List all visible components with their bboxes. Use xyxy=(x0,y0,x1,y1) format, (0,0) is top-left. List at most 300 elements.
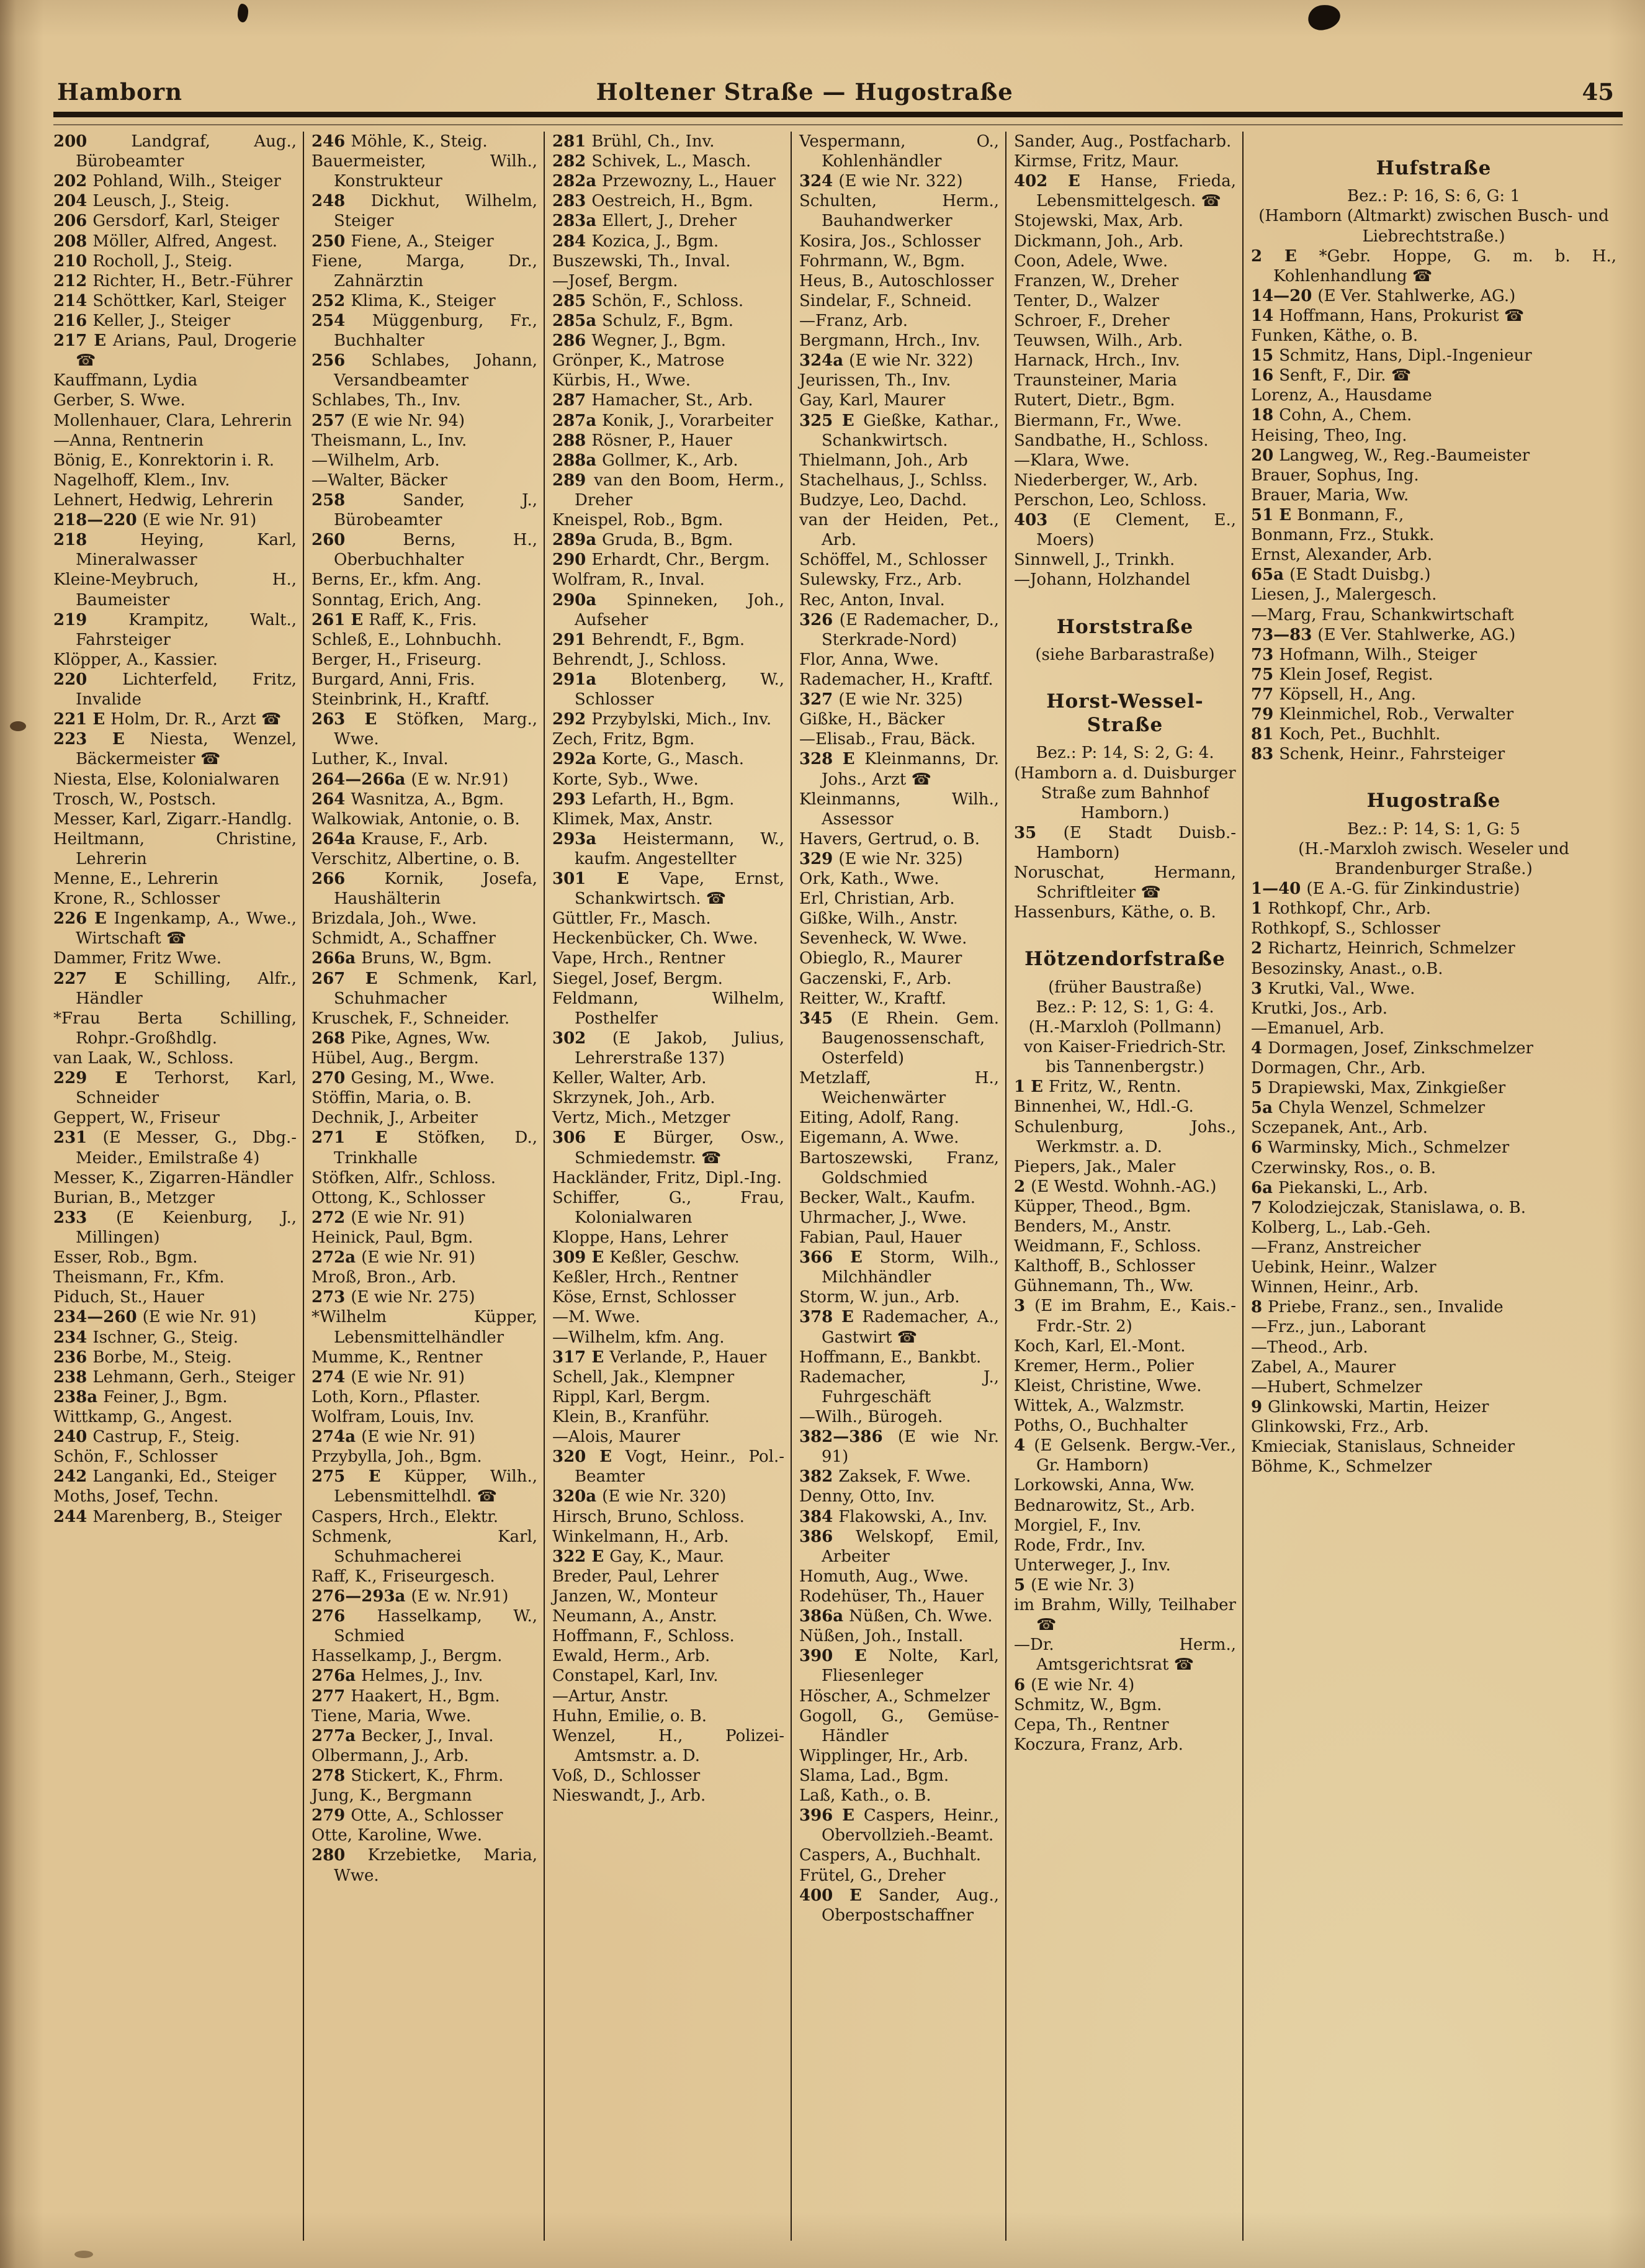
directory-entry: Walkowiak, Antonie, o. B. xyxy=(312,809,520,829)
directory-entry: 328 E Kleinmanns, Dr. Johs., Arzt ☎ xyxy=(799,750,999,789)
owner-marker: E xyxy=(842,750,865,769)
street-note: Bez.: P: 14, S: 1, G: 5 xyxy=(1347,819,1520,839)
house-number: 322 xyxy=(552,1547,592,1566)
house-number: 284 xyxy=(552,232,592,251)
directory-entry: Klöpper, A., Kassier. xyxy=(53,650,218,669)
directory-entry: Winnen, Heinr., Arb. xyxy=(1251,1278,1419,1297)
house-number: 378 xyxy=(799,1308,841,1327)
directory-entry: Rec, Anton, Inval. xyxy=(799,590,945,610)
house-number: 317 xyxy=(552,1348,592,1367)
house-number: 386 xyxy=(799,1527,856,1546)
directory-entry: Winkelmann, H., Arb. xyxy=(552,1527,729,1546)
house-number: 396 xyxy=(799,1806,843,1825)
directory-entry: 281 Brühl, Ch., Inv. xyxy=(552,132,715,151)
directory-entry: Neumann, A., Anstr. xyxy=(552,1607,717,1626)
directory-entry: 229 E Terhorst, Karl, Schneider xyxy=(53,1069,297,1108)
house-number: 35 xyxy=(1014,823,1064,842)
directory-entry: Wolfram, R., Inval. xyxy=(552,570,705,590)
street-heading: Hötzendorfstraße xyxy=(1024,948,1226,971)
directory-entry: 217 E Arians, Paul, Drogerie ☎ xyxy=(53,331,297,371)
directory-entry: Heiltmann, Christine, Lehrerin xyxy=(53,829,297,868)
directory-entry: Voß, D., Schlosser xyxy=(552,1766,701,1785)
house-number: 280 xyxy=(312,1846,368,1865)
directory-entry: 244 Marenberg, B., Steiger xyxy=(53,1507,282,1526)
directory-entry: 290 Erhardt, Chr., Bergm. xyxy=(552,551,770,570)
directory-entry: Schmitz, W., Bgm. xyxy=(1014,1695,1162,1714)
directory-entry: Lorenz, A., Hausdame xyxy=(1251,386,1432,405)
directory-entry: Siegel, Josef, Bergm. xyxy=(552,969,723,988)
directory-entry: 231 (E Messer, G., Dbg.-Meider., Emilstraße 4) xyxy=(53,1128,297,1168)
directory-entry: Keßler, Hrch., Rentner xyxy=(552,1268,738,1287)
directory-entry: —Franz, Arb. xyxy=(799,311,908,330)
house-number: 6a xyxy=(1251,1178,1278,1197)
directory-entry: Güttler, Fr., Masch. xyxy=(552,909,711,929)
directory-entry: Brauer, Sophus, Ing. xyxy=(1251,466,1419,485)
directory-entry: Kruschek, F., Schneider. xyxy=(312,1009,510,1028)
directory-entry: 6 Warminsky, Mich., Schmelzer xyxy=(1251,1138,1510,1158)
directory-entry: Sulewsky, Frz., Arb. xyxy=(799,570,962,590)
directory-entry: Küpper, Theod., Bgm. xyxy=(1014,1197,1191,1216)
house-number: 272 xyxy=(312,1208,351,1227)
directory-entry: 214 Schöttker, Karl, Steiger xyxy=(53,291,286,310)
directory-entry: 289a Gruda, B., Bgm. xyxy=(552,531,733,550)
house-number: 287 xyxy=(552,391,592,410)
house-number: 3 xyxy=(1014,1297,1035,1316)
directory-column xyxy=(1005,132,1242,2241)
house-number: 6 xyxy=(1251,1138,1268,1158)
directory-entry: 272 (E wie Nr. 91) xyxy=(312,1208,465,1227)
directory-entry: Schöffel, M., Schlosser xyxy=(799,551,987,570)
house-number: 270 xyxy=(312,1069,351,1088)
house-number: 5a xyxy=(1251,1099,1278,1118)
directory-entry: 282a Przewozny, L., Hauer xyxy=(552,172,776,191)
directory-entry: Becker, Walt., Kaufm. xyxy=(799,1188,976,1207)
directory-entry: 258 Sander, J., Bürobeamter xyxy=(312,490,538,530)
house-number: 329 xyxy=(799,849,839,868)
owner-marker: E xyxy=(114,969,154,988)
directory-entry: 327 (E wie Nr. 325) xyxy=(799,690,963,709)
directory-entry: —Franz, Anstreicher xyxy=(1251,1238,1421,1258)
directory-entry: 287 Hamacher, St., Arb. xyxy=(552,391,753,410)
directory-entry: Rothkopf, S., Schlosser xyxy=(1251,919,1440,938)
directory-entry: 322 E Gay, K., Maur. xyxy=(552,1547,725,1566)
directory-entry: Schlabes, Th., Inv. xyxy=(312,391,461,410)
directory-entry: Slama, Lad., Bgm. xyxy=(799,1766,949,1785)
directory-entry: Ottong, K., Schlosser xyxy=(312,1188,485,1207)
house-number: 83 xyxy=(1251,745,1280,764)
directory-entry: Buszewski, Th., Inval. xyxy=(552,251,731,271)
paper-speck-icon xyxy=(74,2251,93,2258)
directory-entry: Storm, W. jun., Arb. xyxy=(799,1288,960,1307)
page-header xyxy=(53,70,1623,108)
directory-entry: 3 Krutki, Val., Wwe. xyxy=(1251,979,1415,998)
house-number: 275 xyxy=(312,1467,369,1487)
directory-entry: Loth, Korn., Pflaster. xyxy=(312,1387,481,1406)
directory-entry: Morgiel, F., Inv. xyxy=(1014,1516,1142,1535)
directory-entry: Erl, Christian, Arb. xyxy=(799,889,955,909)
directory-entry: Rippl, Karl, Bergm. xyxy=(552,1387,710,1406)
street-note: (Hamborn (Altmarkt) zwischen Busch- und Liebrechtstraße.) xyxy=(1258,207,1609,246)
directory-entry: 212 Richter, H., Betr.-Führer xyxy=(53,271,293,290)
directory-entry: 14—20 (E Ver. Stahlwerke, AG.) xyxy=(1251,286,1516,305)
directory-entry: 236 Borbe, M., Steig. xyxy=(53,1348,232,1367)
house-number: 79 xyxy=(1251,705,1280,724)
directory-entry: 83 Schenk, Heinr., Fahrsteiger xyxy=(1251,745,1505,764)
directory-entry: Obieglo, R., Maurer xyxy=(799,949,962,968)
directory-entry: Geppert, W., Friseur xyxy=(53,1109,220,1128)
directory-entry: Mumme, K., Rentner xyxy=(312,1348,483,1367)
house-number: 260 xyxy=(312,531,403,550)
owner-marker: E xyxy=(375,1128,418,1148)
directory-entry: Kleist, Christine, Wwe. xyxy=(1014,1376,1202,1395)
directory-entry: Janzen, W., Monteur xyxy=(552,1586,718,1606)
house-number: 292 xyxy=(552,710,592,729)
house-number: 302 xyxy=(552,1028,612,1048)
house-number: 9 xyxy=(1251,1397,1268,1416)
house-number: 217 xyxy=(53,331,94,351)
directory-entry: Behrendt, J., Schloss. xyxy=(552,650,727,669)
house-number: 226 xyxy=(53,909,94,929)
owner-marker: E xyxy=(115,1069,155,1088)
directory-entry: 276 Hasselkamp, W., Schmied xyxy=(312,1607,537,1646)
directory-entry: Gißke, H., Bäcker xyxy=(799,710,945,729)
directory-entry: Theismann, L., Inv. xyxy=(312,431,467,450)
directory-entry: Dammer, Fritz Wwe. xyxy=(53,949,222,968)
directory-entry: 77 Köpsell, H., Ang. xyxy=(1251,685,1417,704)
directory-entry: Schleß, E., Lohnbuchh. xyxy=(312,630,502,649)
directory-entry: Lorkowski, Anna, Ww. xyxy=(1014,1476,1195,1495)
paper-speck-icon xyxy=(10,721,26,731)
directory-entry: Nieswandt, J., Arb. xyxy=(552,1786,706,1806)
directory-entry: Poths, O., Buchhalter xyxy=(1014,1416,1188,1436)
house-number: 291a xyxy=(552,670,631,689)
directory-entry: Mollenhauer, Clara, Lehrerin xyxy=(53,411,292,430)
directory-entry: Zech, Fritz, Bgm. xyxy=(552,730,695,749)
street-note: (H.-Marxloh (Pollmann) von Kaiser-Friedrich-Str. bis Tannenbergstr.) xyxy=(1023,1017,1227,1077)
directory-entry: 283 Oestreich, H., Bgm. xyxy=(552,192,753,211)
directory-entry: Franzen, W., Dreher xyxy=(1014,271,1179,290)
directory-entry: 4 Dormagen, Josef, Zinkschmelzer xyxy=(1251,1038,1533,1058)
directory-entry: *Wilhelm Küpper, Lebensmittelhändler xyxy=(312,1308,537,1347)
owner-marker: E xyxy=(842,1806,864,1825)
house-number: 328 xyxy=(799,750,843,769)
directory-entry: 400 E Sander, Aug., Oberpostschaffner xyxy=(799,1886,1000,1925)
directory-entry: Piepers, Jak., Maler xyxy=(1014,1157,1176,1176)
street-note: Bez.: P: 16, S: 6, G: 1 xyxy=(1347,187,1520,206)
directory-entry: 345 (E Rhein. Gem. Baugenossenschaft, Osterfeld) xyxy=(799,1009,1000,1068)
house-number: 309 xyxy=(552,1248,592,1267)
directory-entry: 293 Lefarth, H., Bgm. xyxy=(552,790,735,809)
house-number: 400 xyxy=(799,1886,849,1905)
house-number: 65a xyxy=(1251,565,1290,585)
directory-entry: 324 (E wie Nr. 322) xyxy=(799,172,963,191)
page-number: 45 xyxy=(1582,78,1614,106)
house-number: 261 xyxy=(312,610,351,629)
owner-marker: E xyxy=(368,1467,405,1487)
directory-entry: Fohrmann, W., Bgm. xyxy=(799,251,966,271)
house-number: 229 xyxy=(53,1069,115,1088)
directory-entry: Krutki, Jos., Arb. xyxy=(1251,999,1387,1018)
house-number: 293 xyxy=(552,790,592,809)
directory-entry: Vape, Hrch., Rentner xyxy=(552,949,725,968)
street-note: (siehe Barbarastraße) xyxy=(1035,645,1215,664)
house-number: 289a xyxy=(552,531,603,550)
directory-entry: van der Heiden, Pet., Arb. xyxy=(799,511,999,550)
directory-entry: Sander, Aug., Postfacharb. xyxy=(1014,132,1232,151)
directory-entry: 293a Heistermann, W., kaufm. Angestellter xyxy=(552,829,784,868)
directory-entry: Theismann, Fr., Kfm. xyxy=(53,1268,225,1287)
owner-marker: E xyxy=(1284,246,1319,266)
directory-entry: Teuwsen, Wilh., Arb. xyxy=(1014,331,1183,351)
directory-entry: 250 Fiene, A., Steiger xyxy=(312,232,494,251)
house-number: 208 xyxy=(53,232,93,251)
directory-columns xyxy=(53,132,1623,2241)
house-number: 1—40 xyxy=(1251,880,1307,899)
directory-entry: Havers, Gertrud, o. B. xyxy=(799,829,980,848)
house-number: 200 xyxy=(53,132,132,151)
owner-marker: E xyxy=(591,1547,610,1566)
street-note: Bez.: P: 12, S: 1, G: 4. xyxy=(1036,997,1214,1017)
directory-entry: Ewald, Herm., Arb. xyxy=(552,1647,710,1666)
house-number: 1 xyxy=(1251,899,1268,919)
directory-entry: 390 E Nolte, Karl, Fliesenleger xyxy=(799,1647,999,1686)
directory-entry: Sczepanek, Ant., Arb. xyxy=(1251,1118,1428,1138)
house-number: 281 xyxy=(552,132,592,151)
house-number: 20 xyxy=(1251,446,1280,465)
directory-entry: 264—266a (E w. Nr.91) xyxy=(312,770,509,789)
directory-entry: Bönig, E., Konrektorin i. R. xyxy=(53,451,275,470)
house-number: 216 xyxy=(53,311,93,330)
house-number: 282 xyxy=(552,152,592,171)
directory-entry: Jeurissen, Th., Inv. xyxy=(799,371,951,390)
directory-entry: 320a (E wie Nr. 320) xyxy=(552,1487,727,1506)
house-number: 283a xyxy=(552,212,603,231)
directory-entry: Köse, Ernst, Schlosser xyxy=(552,1288,736,1307)
house-number: 257 xyxy=(312,411,351,430)
house-number: 73—83 xyxy=(1251,625,1318,644)
directory-entry: Rutert, Dietr., Bgm. xyxy=(1014,391,1175,410)
house-number: 320 xyxy=(552,1447,600,1467)
directory-entry: Keller, Walter, Arb. xyxy=(552,1069,707,1088)
directory-entry: Hasselkamp, J., Bergm. xyxy=(312,1647,503,1666)
house-number: 272a xyxy=(312,1248,362,1267)
directory-entry: Sandbathe, H., Schloss. xyxy=(1014,431,1209,450)
directory-entry: —Walter, Bäcker xyxy=(312,470,447,490)
directory-entry: Heus, B., Autoschlosser xyxy=(799,271,994,290)
directory-entry: Uebink, Heinr., Walzer xyxy=(1251,1258,1437,1277)
directory-entry: Niederberger, W., Arb. xyxy=(1014,470,1198,490)
house-number: 277a xyxy=(312,1726,362,1745)
street-note: (H.-Marxloh zwisch. Weseler und Brandenburger Straße.) xyxy=(1298,839,1569,878)
directory-entry: 384 Flakowski, A., Inv. xyxy=(799,1507,988,1526)
directory-entry: Gogoll, G., Gemüse-Händler xyxy=(799,1706,999,1745)
directory-entry: 272a (E wie Nr. 91) xyxy=(312,1248,475,1267)
street-heading: Hugostraße xyxy=(1366,790,1501,812)
house-number: 252 xyxy=(312,291,351,310)
directory-entry: 252 Klima, K., Steiger xyxy=(312,291,496,310)
directory-entry: 51 E Bonmann, F., xyxy=(1251,506,1404,525)
house-number: 81 xyxy=(1251,725,1280,744)
directory-entry: 276—293a (E w. Nr.91) xyxy=(312,1586,509,1606)
directory-entry: 285 Schön, F., Schloss. xyxy=(552,291,744,310)
house-number: 2 xyxy=(1014,1177,1031,1196)
directory-entry: Caspers, Hrch., Elektr. xyxy=(312,1507,498,1526)
directory-entry: 263 E Stöfken, Marg., Wwe. xyxy=(312,710,537,749)
directory-entry: Sinnwell, J., Trinkh. xyxy=(1014,551,1175,570)
directory-entry: 1 Rothkopf, Chr., Arb. xyxy=(1251,899,1431,919)
house-number: 248 xyxy=(312,192,371,211)
house-number: 264 xyxy=(312,790,351,809)
directory-entry: van Laak, W., Schloss. xyxy=(53,1049,234,1068)
directory-entry: Schön, F., Schlosser xyxy=(53,1447,218,1467)
directory-entry: Bergmann, Hrch., Inv. xyxy=(799,331,980,351)
house-number: 288 xyxy=(552,431,592,450)
directory-entry: 324a (E wie Nr. 322) xyxy=(799,351,974,371)
directory-entry: 302 (E Jakob, Julius, Lehrerstraße 137) xyxy=(552,1028,785,1068)
house-number: 227 xyxy=(53,969,115,988)
directory-entry: 238 Lehmann, Gerh., Steiger xyxy=(53,1367,295,1387)
house-number: 250 xyxy=(312,232,351,251)
house-number: 285a xyxy=(552,311,603,330)
directory-entry: 202 Pohland, Wilh., Steiger xyxy=(53,172,281,191)
directory-entry: 268 Pike, Agnes, Ww. xyxy=(312,1028,491,1048)
directory-entry: 382 Zaksek, F. Wwe. xyxy=(799,1467,971,1487)
house-number: 306 xyxy=(552,1128,614,1148)
directory-entry: Czerwinsky, Ros., o. B. xyxy=(1251,1158,1437,1177)
directory-entry: Hübel, Aug., Bergm. xyxy=(312,1049,479,1068)
directory-entry: 264a Krause, F., Arb. xyxy=(312,829,488,848)
directory-entry: Cepa, Th., Rentner xyxy=(1014,1715,1169,1734)
directory-entry: 306 E Bürger, Osw., Schmiedemstr. ☎ xyxy=(552,1128,784,1168)
house-number: 276—293a xyxy=(312,1586,411,1606)
directory-entry: —Theod., Arb. xyxy=(1251,1338,1368,1357)
house-number: 221 xyxy=(53,710,93,729)
directory-entry: —Frz., jun., Laborant xyxy=(1251,1318,1426,1337)
directory-entry: Metzlaff, H., Weichenwärter xyxy=(799,1069,999,1108)
directory-entry: 276a Helmes, J., Inv. xyxy=(312,1667,483,1686)
house-number: 324 xyxy=(799,172,839,191)
house-number: 274 xyxy=(312,1367,351,1387)
directory-entry: 219 Krampitz, Walt., Fahrsteiger xyxy=(53,610,297,649)
directory-entry: 5 Drapiewski, Max, Zinkgießer xyxy=(1251,1079,1506,1098)
house-number: 285 xyxy=(552,291,592,310)
house-number: 2 xyxy=(1251,939,1268,958)
house-number: 210 xyxy=(53,251,93,271)
directory-entry: Koczura, Franz, Arb. xyxy=(1014,1735,1183,1754)
directory-entry: 75 Klein Josef, Regist. xyxy=(1251,665,1433,684)
directory-entry: Schell, Jak., Klempner xyxy=(552,1367,735,1387)
directory-entry: 233 (E Keienburg, J., Millingen) xyxy=(53,1208,297,1248)
house-number: 293a xyxy=(552,829,623,848)
directory-entry: Olbermann, J., Arb. xyxy=(312,1746,469,1765)
house-number: 289 xyxy=(552,470,594,490)
house-number: 233 xyxy=(53,1208,116,1227)
directory-entry: 216 Keller, J., Steiger xyxy=(53,311,231,330)
directory-entry: 73 Hofmann, Wilh., Steiger xyxy=(1251,645,1477,664)
directory-entry: 210 Rocholl, J., Steig. xyxy=(53,251,233,271)
directory-entry: 266a Bruns, W., Bgm. xyxy=(312,949,492,968)
directory-entry: Nagelhoff, Klem., Inv. xyxy=(53,470,230,490)
directory-entry: 266 Kornik, Josefa, Haushälterin xyxy=(312,870,537,909)
house-number: 266a xyxy=(312,949,362,968)
directory-entry: Tiene, Maria, Wwe. xyxy=(312,1706,472,1726)
house-number: 386a xyxy=(799,1607,849,1626)
house-number: 267 xyxy=(312,969,365,988)
directory-entry: Fabian, Paul, Hauer xyxy=(799,1228,962,1248)
owner-marker: E xyxy=(849,1886,879,1905)
directory-entry: Harnack, Hrch., Inv. xyxy=(1014,351,1180,371)
directory-entry: 261 E Raff, K., Fris. xyxy=(312,610,477,629)
directory-entry: 288 Rösner, P., Hauer xyxy=(552,431,732,450)
directory-entry: 386a Nüßen, Ch. Wwe. xyxy=(799,1607,993,1626)
directory-entry: Gerber, S. Wwe. xyxy=(53,391,186,410)
owner-marker: E xyxy=(613,1128,653,1148)
directory-entry: Trosch, W., Postsch. xyxy=(53,790,217,809)
directory-entry: Ernst, Alexander, Arb. xyxy=(1251,546,1433,565)
directory-entry: Piduch, St., Hauer xyxy=(53,1288,204,1307)
directory-entry: Jung, K., Bergmann xyxy=(312,1786,472,1806)
house-number: 301 xyxy=(552,870,617,889)
directory-entry: Heinick, Paul, Bgm. xyxy=(312,1228,473,1248)
directory-entry: 289 van den Boom, Herm., Dreher xyxy=(552,470,785,510)
house-number: 223 xyxy=(53,730,113,749)
house-number: 5 xyxy=(1251,1079,1268,1098)
house-number: 384 xyxy=(799,1507,839,1526)
directory-entry: Rademacher, J., Fuhrgeschäft xyxy=(799,1367,999,1406)
house-number: 324a xyxy=(799,351,849,371)
directory-entry: 200 Landgraf, Aug., Bürobeamter xyxy=(53,132,297,171)
house-number: 75 xyxy=(1251,665,1280,684)
directory-column xyxy=(303,132,544,2241)
directory-entry: Klimek, Max, Anstr. xyxy=(552,809,713,829)
owner-marker: E xyxy=(1031,1078,1049,1097)
directory-entry: 285a Schulz, F., Bgm. xyxy=(552,311,734,330)
directory-entry: Sonntag, Erich, Ang. xyxy=(312,590,482,610)
directory-entry: —Marg, Frau, Schankwirtschaft xyxy=(1251,605,1514,624)
directory-entry: Benders, M., Anstr. xyxy=(1014,1217,1172,1236)
directory-entry: 79 Kleinmichel, Rob., Verwalter xyxy=(1251,705,1514,724)
house-number: 320a xyxy=(552,1487,603,1506)
directory-entry: 4 (E Gelsenk. Bergw.-Ver., Gr. Hamborn) xyxy=(1014,1436,1236,1475)
directory-entry: Caspers, A., Buchhalt. xyxy=(799,1846,982,1865)
house-number: 403 xyxy=(1014,511,1073,530)
owner-marker: E xyxy=(841,411,864,430)
directory-entry: Kosira, Jos., Schlosser xyxy=(799,232,981,251)
directory-entry: Heckenbücker, Ch. Wwe. xyxy=(552,929,758,948)
directory-entry: Stachelhaus, J., Schlss. xyxy=(799,470,988,490)
street-heading: Hufstraße xyxy=(1376,157,1492,179)
directory-entry: Hassenburs, Käthe, o. B. xyxy=(1014,903,1216,922)
house-number: 382—386 xyxy=(799,1428,898,1447)
directory-entry: 204 Leusch, J., Steig. xyxy=(53,192,230,211)
directory-entry: Wipplinger, Hr., Arb. xyxy=(799,1746,969,1765)
directory-entry: 382—386 (E wie Nr. 91) xyxy=(799,1428,999,1467)
directory-entry: 278 Stickert, K., Fhrm. xyxy=(312,1766,504,1785)
directory-entry: 238a Feiner, J., Bgm. xyxy=(53,1387,228,1406)
house-number: 244 xyxy=(53,1507,93,1526)
directory-entry: Bednarowitz, St., Arb. xyxy=(1014,1496,1195,1515)
directory-entry: Steinbrink, H., Kraftf. xyxy=(312,690,490,709)
directory-entry: Gay, Karl, Maurer xyxy=(799,391,946,410)
directory-entry: 9 Glinkowski, Martin, Heizer xyxy=(1251,1397,1489,1416)
house-number: 14—20 xyxy=(1251,286,1318,305)
directory-entry: Otte, Karoline, Wwe. xyxy=(312,1826,483,1845)
house-number: 4 xyxy=(1251,1038,1268,1058)
directory-entry: Kremer, Herm., Polier xyxy=(1014,1356,1194,1375)
directory-entry: 309 E Keßler, Geschw. xyxy=(552,1248,740,1267)
directory-entry: im Brahm, Willy, Teilhaber ☎ xyxy=(1014,1596,1236,1635)
directory-entry: Stöffin, Maria, o. B. xyxy=(312,1089,472,1108)
